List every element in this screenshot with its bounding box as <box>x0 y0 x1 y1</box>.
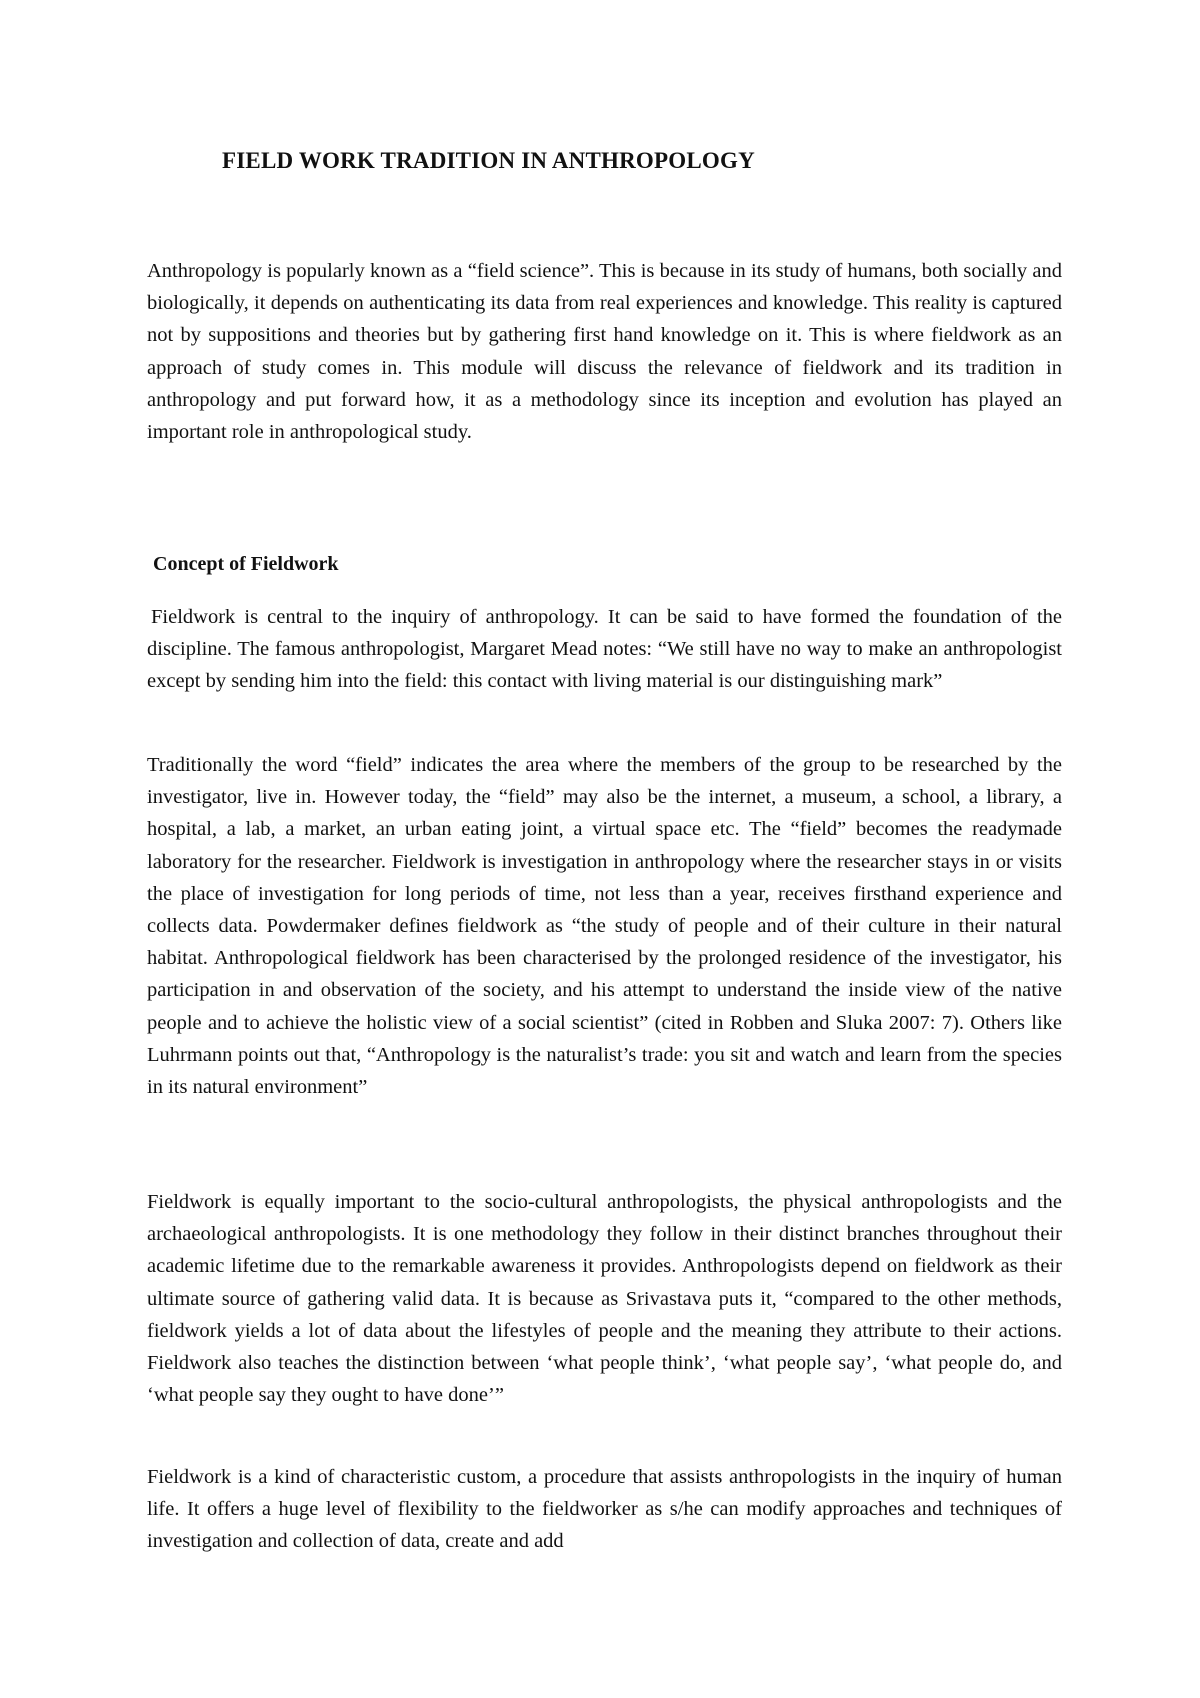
intro-paragraph: Anthropology is popularly known as a “field science”. This is because in its study of humans, both socially and biologically, it depends on authenticating its data from real experiences and knowledge. This reality is captured not by suppositions and theories but by gathering first hand knowledge on it. This is where fieldwork as an approach of study comes in. This module will discuss the relevance of fieldwork and its tradition in anthropology and put forward how, it as a methodology since its inception and evolution has played an important role in anthropological study. <box>147 260 1062 444</box>
paragraph-custom: Fieldwork is a kind of characteristic custom, a procedure that assists anthropologists in the inquiry of human life. It offers a huge level of flexibility to the fieldworker as s/he can modify approaches and techniques of investigation and collection of data, create and add <box>147 1466 1062 1553</box>
paragraph-mead: Fieldwork is central to the inquiry of anthropology. It can be said to have formed the foundation of the discipline. The famous anthropologist, Margaret Mead notes: “We still have no way to make an anthropologist except by sending him into the field: this contact with living material is our distinguishing mark” <box>147 606 1062 693</box>
paragraph-importance: Fieldwork is equally important to the socio-cultural anthropologists, the physical anthropologists and the archaeological anthropologists. It is one methodology they follow in their distinct branches throughout their academic lifetime due to the remarkable awareness it provides. Anthropologists depend on fieldwork as their ultimate source of gathering valid data. It is because as Srivastava puts it, “compared to the other methods, fieldwork yields a lot of data about the lifestyles of people and the meaning they attribute to their actions. Fieldwork also teaches the distinction between ‘what people think’, ‘what people say’, ‘what people do, and ‘what people say they ought to have done’” <box>147 1191 1062 1407</box>
paragraph-field-definition: Traditionally the word “field” indicates the area where the members of the group to be researched by the investigator, live in. However today, the “field” may also be the internet, a museum, a school, a library, a hospital, a lab, a market, an urban eating joint, a virtual space etc. The “field” becomes the readymade laboratory for the researcher. Fieldwork is investigation in anthropology where the researcher stays in or visits the place of investigation for long periods of time, not less than a year, receives firsthand experience and collects data. Powdermaker defines fieldwork as “the study of people and of their culture in their natural habitat. Anthropological fieldwork has been characterised by the prolonged residence of the investigator, his participation in and observation of the society, and his attempt to understand the inside view of the native people and to achieve the holistic view of a social scientist” (cited in Robben and Sluka 2007: 7). Others like Luhrmann points out that, “Anthropology is the naturalist’s trade: you sit and watch and learn from the species in its natural environment” <box>147 754 1062 1099</box>
section-heading: Concept of Fieldwork <box>153 553 339 575</box>
document-title: FIELD WORK TRADITION IN ANTHROPOLOGY <box>222 148 755 173</box>
